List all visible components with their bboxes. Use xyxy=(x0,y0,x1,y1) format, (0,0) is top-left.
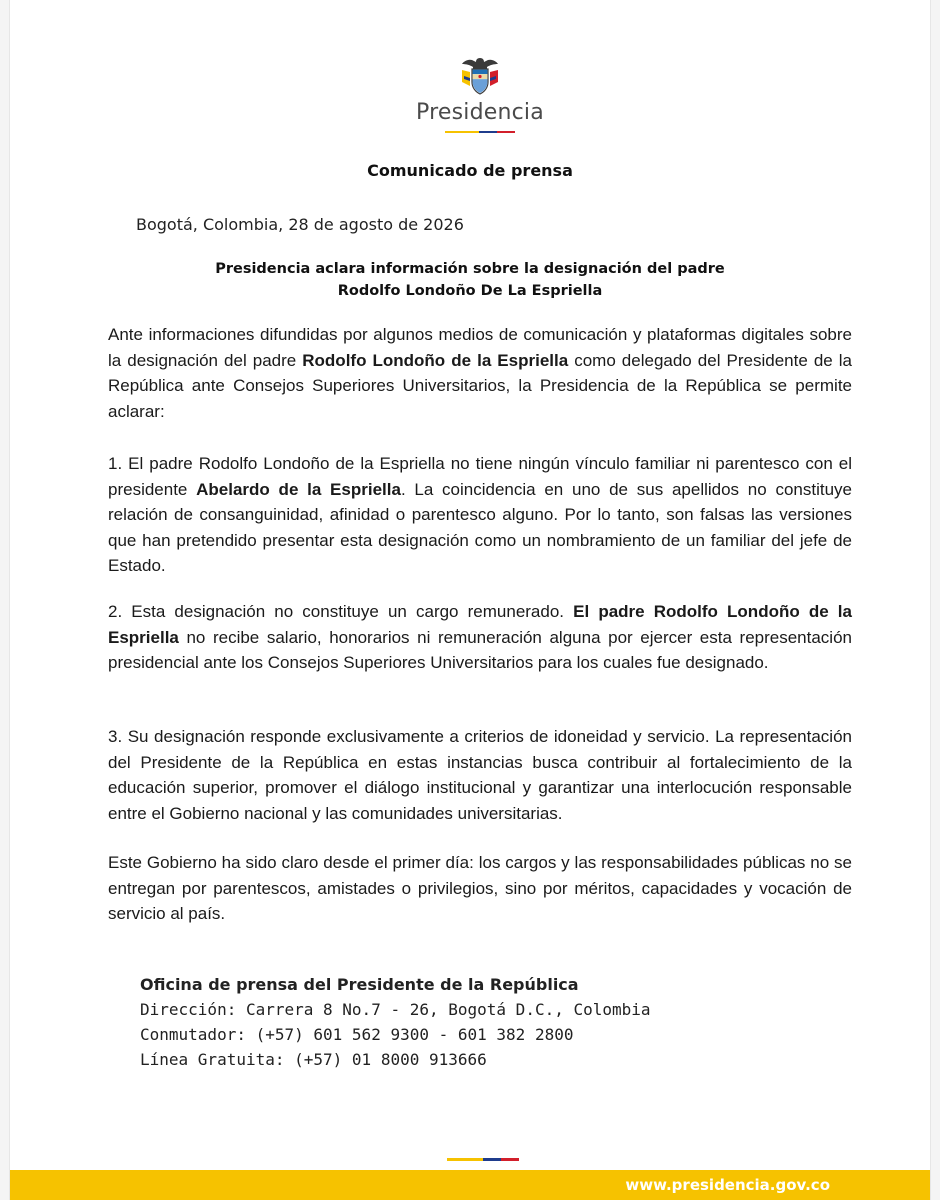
paragraph-point-2 xyxy=(108,599,852,676)
signature-block xyxy=(140,972,651,1072)
subject-title xyxy=(10,258,930,302)
flag-stripe-yellow xyxy=(445,131,479,133)
signature-phone: Conmutador: (+57) 601 562 9300 - 601 382 2800 xyxy=(140,1025,574,1044)
paragraph-point-2-a: 2. Esta designación no constituye un cargo remunerado. xyxy=(108,602,574,621)
footer-stripe-red xyxy=(501,1158,519,1161)
paragraph-point-1 xyxy=(108,451,852,579)
signature-address: Dirección: Carrera 8 No.7 - 26, Bogotá D.C., Colombia xyxy=(140,1000,651,1019)
paragraph-intro-bold: Rodolfo Londoño de la Espriella xyxy=(302,350,569,370)
signature-toll-free: Línea Gratuita: (+57) 01 8000 913666 xyxy=(140,1050,487,1069)
footer-flag-stripe xyxy=(447,1158,519,1161)
document-heading: Comunicado de prensa xyxy=(367,161,573,180)
logo-wordmark: Presidencia xyxy=(416,100,544,125)
signature-office: Oficina de prensa del Presidente de la República xyxy=(140,975,579,994)
footer-stripe-yellow xyxy=(447,1158,483,1161)
paragraph-point-1-c: . La coincidencia en uno de sus apellidos no constituye relación de consanguinidad, afinidad o parentesco alguno. Por lo tanto, son falsas las versiones que han pretendido presentar esta designación como un nombramiento de un familiar del jefe de Estado. xyxy=(108,479,852,575)
paragraph-point-2-c: no recibe salario, honorarios ni remuneración alguna por ejercer esta representación presidencial ante los Consejos Superiores Universitarios para los cuales fue designado. xyxy=(108,627,852,672)
flag-stripe-blue xyxy=(479,131,497,133)
footer-bar xyxy=(10,1170,930,1200)
coat-of-arms-icon xyxy=(458,56,502,96)
paragraph-closing: Este Gobierno ha sido claro desde el primer día: los cargos y las responsabilidades públicas no se entregan por parentescos, amistades o privilegios, sino por méritos, capacidades y vocación de servicio al país. xyxy=(108,853,852,923)
footer-stripe-blue xyxy=(483,1158,501,1161)
place-date: Bogotá, Colombia, 28 de agosto de 2026 xyxy=(136,215,464,234)
paragraph-point-1-bold: Abelardo de la Espriella xyxy=(196,479,401,499)
paragraph-point-1-a: 1. El padre Rodolfo Londoño de la Espriella no tiene ningún vínculo familiar ni parentesco con el presidente xyxy=(108,454,852,499)
presidencia-logo xyxy=(410,56,550,133)
paragraph-point-2-bold: El padre Rodolfo Londoño de la Espriella xyxy=(108,602,852,647)
paragraph-intro-c: como delegado del Presidente de la República ante Consejos Superiores Universitarios, la Presidencia de la República se permite aclarar: xyxy=(108,350,852,421)
subject-line-1: Presidencia aclara información sobre la designación del padre xyxy=(215,261,725,277)
document-page xyxy=(10,0,930,1200)
paragraph-point-3: 3. Su designación responde exclusivamente a criterios de idoneidad y servicio. La representación del Presidente de la República en estas instancias busca contribuir al fortalecimiento de la educación superior, promover el diálogo institucional y garantizar una interlocución responsable entre el Gobierno nacional y las comunidades universitarias. xyxy=(108,727,852,823)
subject-line-2: Rodolfo Londoño De La Espriella xyxy=(337,283,603,299)
logo-flag-stripe xyxy=(410,131,550,133)
footer-website-link[interactable]: www.presidencia.gov.co xyxy=(625,1176,830,1194)
flag-stripe-red xyxy=(497,131,515,133)
paragraph-intro xyxy=(108,322,852,424)
paragraph-intro-a: Ante informaciones difundidas por algunos medios de comunicación y plataformas digitales sobre la designación del padre xyxy=(108,325,852,370)
